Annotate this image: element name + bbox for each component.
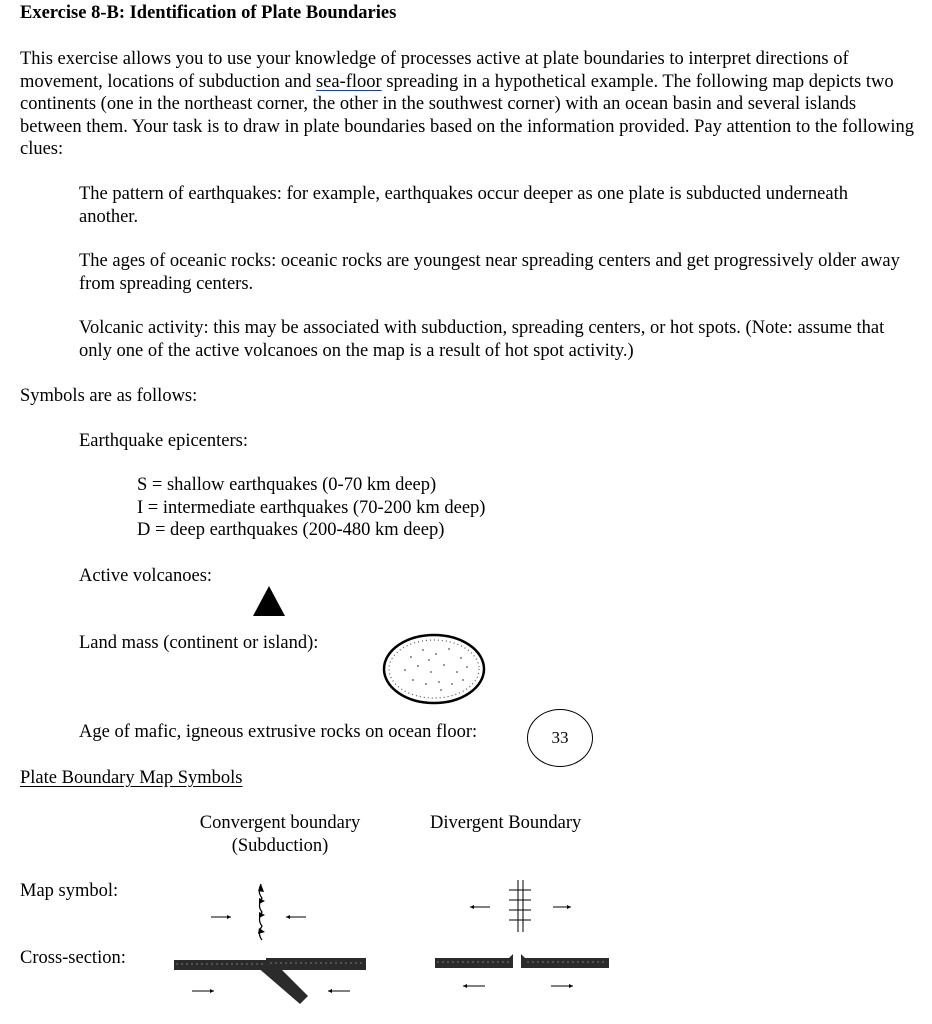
symbols-intro: Symbols are as follows: — [20, 386, 198, 406]
map-symbol-row-label: Map symbol: — [20, 881, 119, 901]
intro-text-1: This exercise allows you to use your knowledge of processes active at plate boundaries to interpret directions of movement, locations of subduction and — [20, 49, 849, 92]
exercise-title: Exercise 8-B: Identification of Plate Boundaries — [20, 3, 397, 23]
shallow-earthquake-def: S = shallow earthquakes (0-70 km deep) — [137, 475, 437, 495]
deep-earthquake-def: D = deep earthquakes (200-480 km deep) — [137, 520, 445, 540]
convergent-cross-section-icon — [170, 952, 370, 1012]
convergent-title: Convergent boundary — [199, 813, 361, 833]
cross-section-row-label: Cross-section: — [20, 948, 126, 968]
divergent-heading: Divergent Boundary — [430, 813, 582, 833]
clue-volcanic: Volcanic activity: this may be associated with subduction, spreading centers, or hot spots. (Note: assume that only one of the active volcanoes on the map is a result of hot spot activity.) — [79, 318, 885, 361]
age-value: 33 — [551, 727, 569, 747]
age-label: Age of mafic, igneous extrusive rocks on ocean floor: — [79, 722, 478, 742]
intro-text-2: spreading in a hypothetical example. The following map depicts two continents (one in the northeast corner, the other in the southwest corner) with an ocean basin and several islands between them. Your task is to draw in plate boundaries based on the information provided. Pay attention to the following clues: — [20, 71, 914, 159]
landmass-icon — [381, 632, 487, 706]
intermediate-earthquake-def: I = intermediate earthquakes (70-200 km deep) — [137, 498, 486, 518]
divergent-cross-section-icon — [433, 950, 613, 1000]
clue-ages: The ages of oceanic rocks: oceanic rocks are youngest near spreading centers and get progressively older away from spreading centers. — [79, 251, 900, 294]
landmass-label: Land mass (continent or island): — [79, 633, 319, 653]
clue-earthquakes: The pattern of earthquakes: for example, earthquakes occur deeper as one plate is subducted underneath another. — [79, 184, 848, 227]
volcano-label: Active volcanoes: — [79, 566, 213, 586]
plate-boundary-heading: Plate Boundary Map Symbols — [20, 768, 243, 788]
intro-paragraph — [20, 48, 915, 161]
convergent-subtitle: (Subduction) — [231, 835, 329, 856]
earthquake-label: Earthquake epicenters: — [79, 431, 248, 451]
convergent-map-symbol-icon — [205, 882, 305, 942]
volcano-triangle-icon — [252, 585, 286, 617]
sea-floor-link[interactable]: sea-floor — [315, 71, 382, 92]
divergent-map-symbol-icon — [465, 880, 575, 936]
convergent-heading — [175, 812, 385, 857]
age-circle-example — [527, 709, 593, 767]
